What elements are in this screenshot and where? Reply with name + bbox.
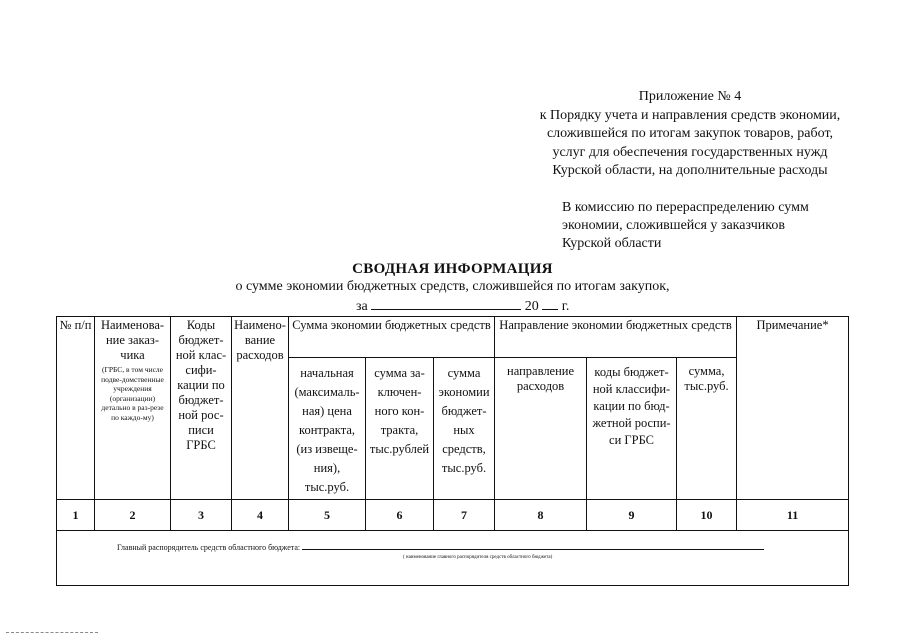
col-customer-header xyxy=(95,317,171,500)
col-number-header: № п/п xyxy=(57,317,95,500)
col-expense-name-header: Наимено-вание расходов xyxy=(232,317,289,500)
table-column-numbers-row xyxy=(57,500,849,531)
footer-blank-line xyxy=(302,540,764,550)
col-contract-sum-header: сумма за-ключен-ного кон-тракта, тыс.рублей xyxy=(366,358,434,500)
addressee-line: экономии, сложившейся у заказчиков xyxy=(562,218,785,233)
document-title: СВОДНАЯ ИНФОРМАЦИЯ xyxy=(352,261,553,277)
group-direction-header: Направление экономии бюджетных средств xyxy=(495,317,737,358)
column-number-cell: 3 xyxy=(171,500,232,531)
scan-artifact xyxy=(6,632,98,634)
column-number-cell: 8 xyxy=(495,500,587,531)
addressee-block xyxy=(562,199,892,253)
col-direction-sum-header: сумма, тыс.руб. xyxy=(677,358,737,500)
column-number-cell: 5 xyxy=(289,500,366,531)
appendix-header xyxy=(520,88,860,181)
appendix-line: услуг для обеспечения государственных нужд xyxy=(552,144,828,160)
customer-header-label: Наименова-ние заказ-чика xyxy=(100,318,165,362)
column-number-cell: 2 xyxy=(95,500,171,531)
column-number-cell: 6 xyxy=(366,500,434,531)
period-blank xyxy=(371,296,521,310)
appendix-line: к Порядку учета и направления средств экономии, xyxy=(539,107,841,123)
col-initial-price-header: начальная (максималь-ная) цена контракта, (из извеще-ния), тыс.руб. xyxy=(289,358,366,500)
table-header-row xyxy=(57,317,849,358)
appendix-line: Курской области, на дополнительные расходы xyxy=(552,163,828,178)
summary-table xyxy=(56,316,849,586)
col-note-header: Примечание* xyxy=(737,317,849,500)
column-number-cell: 9 xyxy=(587,500,677,531)
summary-table-wrapper xyxy=(56,316,849,586)
column-number-cell: 11 xyxy=(737,500,849,531)
footer-cell xyxy=(57,531,849,586)
document-subtitle: о сумме экономии бюджетных средств, сложившейся по итогам закупок, xyxy=(235,279,670,294)
col-savings-sum-header: сумма экономии бюджет-ных средств, тыс.руб. xyxy=(434,358,495,500)
footer-caption: ( наименование главного распорядителя средств областного бюджета) xyxy=(403,555,553,560)
customer-header-note: (ГРБС, в том числе подве-домственные учреждения (организации) детально в раз-резе по каждо-му) xyxy=(101,365,164,422)
column-number-cell: 4 xyxy=(232,500,289,531)
col-direction-header: направление расходов xyxy=(495,358,587,500)
period-line xyxy=(356,296,569,315)
column-number-cell: 10 xyxy=(677,500,737,531)
appendix-line: сложившейся по итогам закупок товаров, работ, xyxy=(546,126,834,141)
footer-label: Главный распорядитель средств областного бюджета: xyxy=(117,543,301,552)
column-number-cell: 1 xyxy=(57,500,95,531)
addressee-line: Курской области xyxy=(562,236,662,251)
group-savings-header: Сумма экономии бюджетных средств xyxy=(289,317,495,358)
table-footer-row xyxy=(57,531,849,586)
period-prefix: за xyxy=(356,299,368,314)
addressee-line: В комиссию по перераспределению сумм xyxy=(562,200,809,215)
appendix-line: Приложение № 4 xyxy=(638,89,742,104)
column-number-cell: 7 xyxy=(434,500,495,531)
year-blank xyxy=(542,296,558,310)
period-suffix: г. xyxy=(561,299,570,314)
period-year: 20 xyxy=(524,299,539,314)
col-direction-codes-header: коды бюджет-ной классифи-кации по бюд-жетной роспи-си ГРБС xyxy=(587,358,677,500)
col-budget-codes-header: Коды бюджет-ной клас-сифи-кации по бюджет-ной рос-писи ГРБС xyxy=(171,317,232,500)
